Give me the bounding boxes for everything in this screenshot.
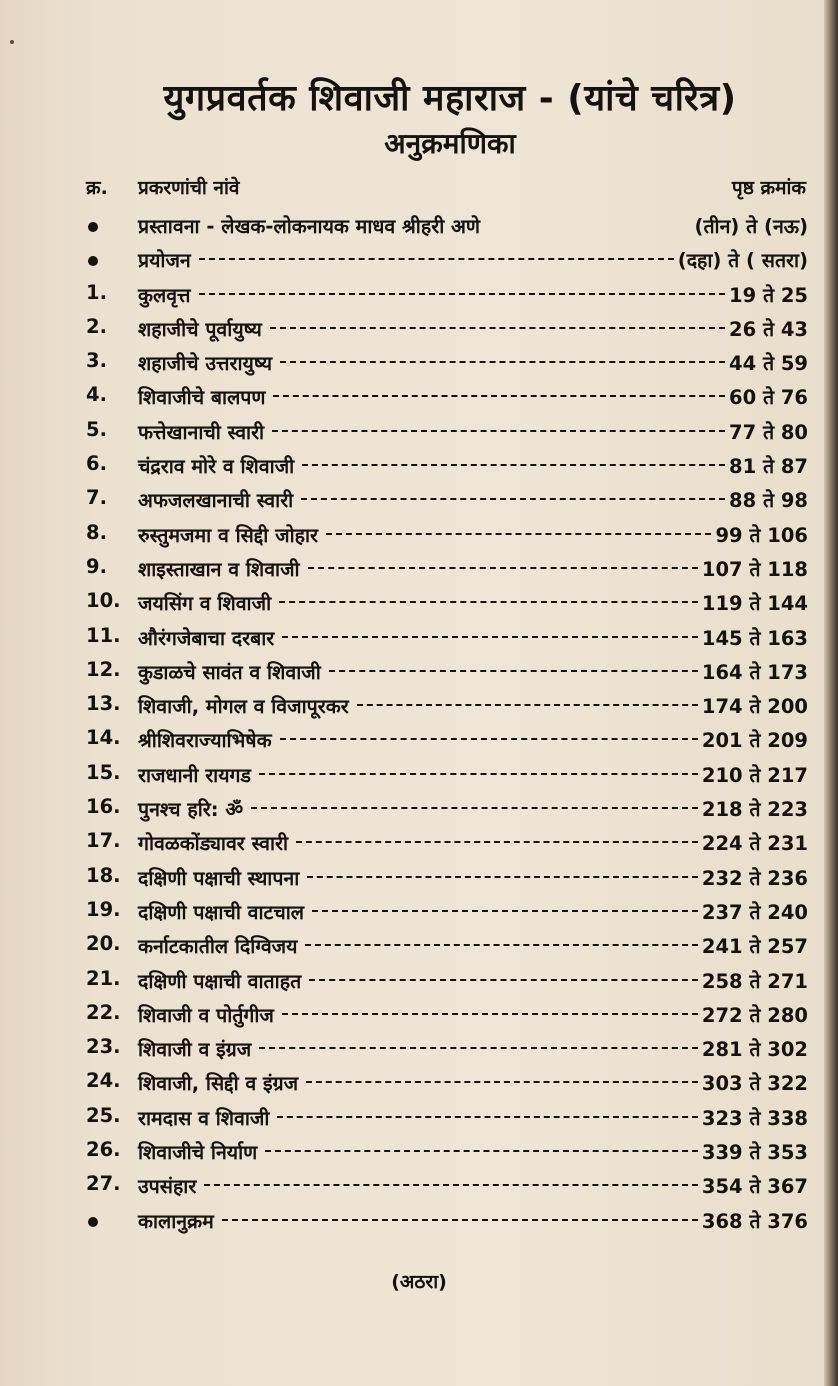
contents-entry: [0, 963, 838, 997]
entry-title: शिवाजी व पोर्तुगीज: [138, 1003, 274, 1027]
contents-entry: [0, 620, 838, 654]
dash-leader: [265, 1150, 698, 1152]
dash-leader: [306, 1081, 698, 1083]
entry-pages: 145 ते 163: [701, 626, 808, 650]
dash-leader: [308, 567, 698, 569]
contents-entry: [0, 928, 838, 962]
entry-title: कुडाळचे सावंत व शिवाजी: [138, 660, 321, 684]
entry-line: [138, 1001, 808, 1028]
bullet-icon: [88, 256, 98, 266]
contents-entry: [0, 277, 838, 311]
entry-pages: 237 ते 240: [701, 900, 808, 924]
entry-line: [138, 829, 808, 856]
entry-line: [138, 315, 808, 342]
entry-number: 23.: [86, 1035, 121, 1059]
header-number: क्र.: [86, 177, 108, 199]
contents-entry: [0, 757, 838, 791]
dash-leader: [305, 944, 697, 946]
entry-title: शिवाजीचे निर्याण: [138, 1141, 258, 1165]
contents-entry: [0, 585, 838, 619]
entry-line: [138, 349, 808, 376]
entry-line: [138, 281, 808, 308]
entry-number: 18.: [86, 863, 121, 887]
dash-leader: [272, 430, 725, 432]
entry-line: [138, 555, 808, 582]
entry-title: कुलवृत्त: [138, 283, 191, 307]
entry-title: श्रीशिवराज्याभिषेक: [138, 729, 272, 753]
entry-line: [138, 246, 808, 273]
contents-entry: [0, 517, 838, 551]
entry-pages: 26 ते 43: [729, 317, 808, 341]
contents-entry: [0, 482, 838, 516]
entry-line: [138, 212, 808, 239]
entry-line: [138, 521, 808, 548]
entry-title: शिवाजी व इंग्रज: [138, 1038, 252, 1062]
entry-line: [138, 967, 808, 994]
dash-leader: [326, 533, 711, 535]
entry-number: 1.: [86, 280, 107, 304]
dash-leader: [204, 1184, 698, 1186]
header-page: पृष्ठ क्रमांक: [731, 177, 806, 199]
entry-pages: 368 ते 376: [701, 1209, 808, 1233]
entry-number: 27.: [86, 1172, 121, 1196]
entry-pages: 107 ते 118: [701, 557, 808, 581]
entry-line: [138, 692, 808, 719]
contents-entry: [0, 791, 838, 825]
entry-pages: 303 ते 322: [701, 1072, 808, 1096]
entry-pages: 119 ते 144: [701, 592, 808, 616]
paper-speck: [10, 40, 14, 44]
entry-title: शिवाजी, मोगल व विजापूरकर: [138, 695, 349, 719]
entry-title: प्रस्तावना - लेखक-लोकनायक माधव श्रीहरी अणे: [138, 215, 481, 238]
entry-line: [138, 761, 808, 788]
entry-number: 19.: [86, 897, 121, 921]
entry-line: [138, 726, 808, 753]
entry-pages: 323 ते 338: [701, 1106, 808, 1130]
entry-line: [138, 383, 808, 410]
dash-leader: [302, 464, 725, 466]
entry-number: 24.: [86, 1069, 121, 1093]
entry-line: [138, 486, 808, 513]
entry-number: 7.: [86, 486, 107, 510]
contents-entry: [0, 894, 838, 928]
entry-number: 8.: [86, 520, 107, 544]
entry-title: शहाजीचे पूर्वायुष्य: [138, 317, 262, 341]
entry-line: [138, 658, 808, 685]
dash-leader: [222, 1219, 698, 1221]
entry-title: फत्तेखानाची स्वारी: [138, 420, 265, 444]
entry-title: शहाजीचे उत्तरायुष्य: [138, 352, 273, 376]
entry-title: प्रयोजन: [138, 249, 191, 273]
entry-number: 11.: [86, 623, 121, 647]
entry-number: 9.: [86, 554, 107, 578]
dash-leader: [282, 1013, 698, 1015]
dash-leader: [199, 293, 726, 295]
bullet-icon: [88, 222, 98, 232]
page-number-footer: (अठरा): [391, 1271, 447, 1293]
entry-line: [138, 1172, 808, 1199]
contents-entry: [0, 825, 838, 859]
entry-number: 5.: [86, 417, 107, 441]
entry-number: 3.: [86, 349, 107, 373]
dash-leader: [357, 704, 698, 706]
entry-pages: 272 ते 280: [701, 1003, 808, 1027]
entry-number: 4.: [86, 383, 107, 407]
entry-pages: 44 ते 59: [729, 352, 808, 376]
entry-number: 17.: [86, 829, 121, 853]
entry-title: रुस्तुमजमा व सिद्दी जोहार: [138, 523, 319, 547]
contents-entry: [0, 1203, 838, 1237]
entry-pages: 19 ते 25: [729, 283, 808, 307]
entry-title: दक्षिणी पक्षाची स्थापना: [138, 866, 300, 890]
entry-pages: (तीन) ते (नऊ): [694, 215, 808, 238]
entry-pages: 99 ते 106: [715, 523, 808, 547]
entry-title: कर्नाटकातील दिग्विजय: [138, 935, 298, 959]
dash-leader: [329, 670, 698, 672]
entry-line: [138, 932, 808, 959]
dash-leader: [280, 738, 698, 740]
contents-entry: [0, 311, 838, 345]
entry-pages: 241 ते 257: [701, 935, 808, 959]
dash-leader: [199, 258, 674, 260]
contents-entry: [0, 551, 838, 585]
entry-line: [138, 624, 808, 651]
entry-title: जयसिंग व शिवाजी: [138, 592, 272, 616]
entry-line: [138, 1035, 808, 1062]
entry-pages: 258 ते 271: [701, 969, 808, 993]
contents-entry: [0, 1100, 838, 1134]
entry-line: [138, 864, 808, 891]
entry-pages: 281 ते 302: [701, 1038, 808, 1062]
entry-title: दक्षिणी पक्षाची वाटचाल: [138, 900, 305, 924]
entry-title: गोवळकोंड्यावर स्वारी: [138, 832, 289, 856]
entry-title: कालानुक्रम: [138, 1209, 214, 1233]
entry-title: शाइस्ताखान व शिवाजी: [138, 557, 300, 581]
dash-leader: [309, 979, 698, 981]
entry-number: 22.: [86, 1000, 121, 1024]
page-subtitle: अनुक्रमणिका: [384, 127, 516, 160]
entry-pages: 60 ते 76: [729, 386, 808, 410]
entry-line: [138, 1138, 808, 1165]
dash-leader: [251, 807, 698, 809]
entry-number: 15.: [86, 760, 121, 784]
entry-title: चंद्रराव मोरे व शिवाजी: [138, 455, 295, 479]
entry-pages: 81 ते 87: [729, 455, 808, 479]
entry-pages: 339 ते 353: [701, 1141, 808, 1165]
entry-pages: 174 ते 200: [701, 695, 808, 719]
entry-title: औरंगजेबाचा दरबार: [138, 626, 275, 650]
header-chapter: प्रकरणांची नांवे: [138, 177, 240, 199]
dash-leader: [296, 841, 698, 843]
dash-leader: [307, 876, 698, 878]
dash-leader: [273, 395, 725, 397]
dash-leader: [279, 601, 698, 603]
contents-entry: [0, 1065, 838, 1099]
contents-entry: [0, 345, 838, 379]
entry-line: [138, 589, 808, 616]
contents-entry: [0, 448, 838, 482]
contents-entry: [0, 414, 838, 448]
entry-number: 13.: [86, 692, 121, 716]
dash-leader: [301, 498, 725, 500]
contents-entry: [0, 1134, 838, 1168]
dash-leader: [277, 1116, 697, 1118]
entry-number: 20.: [86, 932, 121, 956]
contents-entry: [0, 997, 838, 1031]
entry-number: 2.: [86, 314, 107, 338]
entry-line: [138, 1069, 808, 1096]
entry-pages: 77 ते 80: [729, 420, 808, 444]
entry-number: 10.: [86, 589, 121, 613]
contents-entry: [0, 1031, 838, 1065]
bullet-icon: [88, 1217, 98, 1227]
entry-pages: 354 ते 367: [701, 1175, 808, 1199]
dash-leader: [282, 636, 698, 638]
entry-title: अफजलखानाची स्वारी: [138, 489, 294, 513]
entry-title: उपसंहार: [138, 1175, 197, 1199]
contents-entry: [0, 208, 838, 242]
entry-number: 16.: [86, 795, 121, 819]
page-title: युगप्रवर्तक शिवाजी महाराज - (यांचे चरित्र): [163, 78, 737, 119]
contents-entry: [0, 242, 838, 276]
entry-pages: 218 ते 223: [701, 798, 808, 822]
entry-title: राजधानी रायगड: [138, 763, 251, 787]
contents-entry: [0, 860, 838, 894]
page-edge: [824, 0, 838, 1386]
entry-pages: 210 ते 217: [701, 763, 808, 787]
dash-leader: [280, 361, 725, 363]
entry-line: [138, 1104, 808, 1131]
entry-pages: (दहा) ते ( सतरा): [677, 249, 808, 273]
entry-line: [138, 898, 808, 925]
entry-pages: 201 ते 209: [701, 729, 808, 753]
dash-leader: [488, 224, 691, 226]
entry-pages: 224 ते 231: [701, 832, 808, 856]
entry-pages: 232 ते 236: [701, 866, 808, 890]
entry-line: [138, 452, 808, 479]
dash-leader: [312, 910, 698, 912]
contents-entry: [0, 722, 838, 756]
entry-title: रामदास व शिवाजी: [138, 1106, 270, 1130]
contents-entry: [0, 654, 838, 688]
dash-leader: [259, 773, 698, 775]
dash-leader: [270, 327, 725, 329]
contents-entry: [0, 379, 838, 413]
entry-title: शिवाजी, सिद्दी व इंग्रज: [138, 1072, 299, 1096]
entry-number: 21.: [86, 966, 121, 990]
entry-number: 14.: [86, 726, 121, 750]
dash-leader: [259, 1047, 698, 1049]
entry-line: [138, 1207, 808, 1234]
contents-list: [0, 208, 838, 1237]
entry-pages: 164 ते 173: [701, 660, 808, 684]
entry-pages: 88 ते 98: [729, 489, 808, 513]
entry-number: 6.: [86, 452, 107, 476]
entry-title: शिवाजीचे बालपण: [138, 386, 266, 410]
entry-line: [138, 795, 808, 822]
entry-title: पुनश्च हरि: ॐ: [138, 798, 244, 822]
contents-entry: [0, 1168, 838, 1202]
entry-number: 25.: [86, 1103, 121, 1127]
entry-number: 26.: [86, 1138, 121, 1162]
entry-line: [138, 418, 808, 445]
entry-title: दक्षिणी पक्षाची वाताहत: [138, 969, 302, 993]
contents-entry: [0, 688, 838, 722]
entry-number: 12.: [86, 657, 121, 681]
